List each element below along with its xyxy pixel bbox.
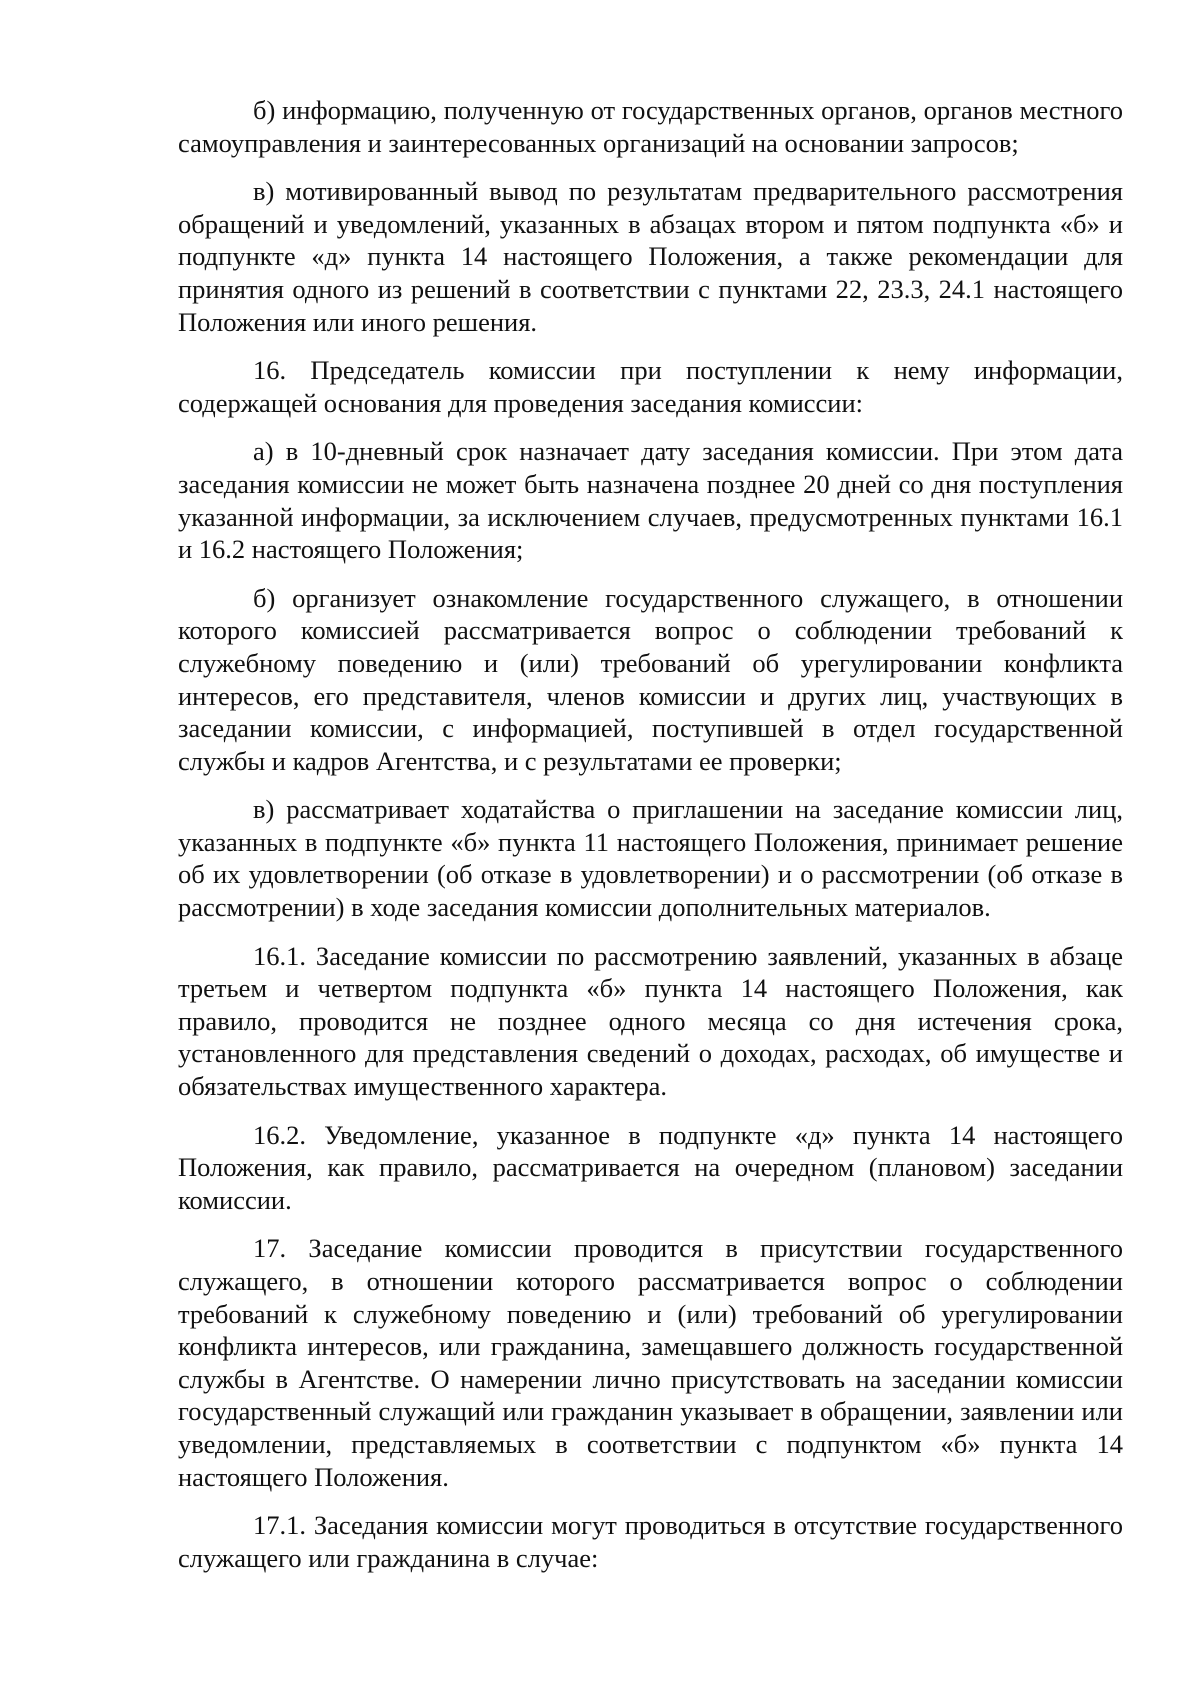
paragraph-17-meeting-presence: 17. Заседание комиссии проводится в присутствии государственного служащего, в отношении которого рассматривается вопрос о соблюдении требований к служебному поведению и (или) требований об урегулировании конфликта интересов, или гражданина, замещавшего должность государственной службы в Агентстве. О намерении лично присутствовать на заседании комиссии государственный служащий или гражданин указывает в обращении, заявлении или уведомлении, представляемых в соответствии с подпунктом «б» пункта 14 настоящего Положения. [178,1233,1123,1492]
paragraph-motivated-conclusion: в) мотивированный вывод по результатам предварительного рассмотрения обращений и уведомлений, указанных в абзацах втором и пятом подпункта «б» и подпункте «д» пункта 14 настоящего Положения, а также рекомендации для принятия одного из решений в соответствии с пунктами 22, 23.3, 24.1 настоящего Положения или иного решения. [178,176,1123,337]
paragraph-16-chairman: 16. Председатель комиссии при поступлении к нему информации, содержащей основания для проведения заседания комиссии: [178,355,1123,418]
paragraph-16-1-applications: 16.1. Заседание комиссии по рассмотрению заявлений, указанных в абзаце третьем и четвертом подпункта «б» пункта 14 настоящего Положения, как правило, проводится не позднее одного месяца со дня истечения срока, установленного для представления сведений о доходах, расходах, об имуществе и обязательствах имущественного характера. [178,940,1123,1102]
paragraph-information-from-authorities: б) информацию, полученную от государственных органов, органов местного самоуправления и заинтересованных организаций на основании запросов; [178,95,1123,158]
paragraph-16-2-notification: 16.2. Уведомление, указанное в подпункте «д» пункта 14 настоящего Положения, как правило, рассматривается на очередном (плановом) заседании комиссии. [178,1119,1123,1215]
paragraph-17-1-absence: 17.1. Заседания комиссии могут проводиться в отсутствие государственного служащего или гражданина в случае: [178,1510,1123,1573]
document-page [178,94,1123,1590]
paragraph-16b-familiarization: б) организует ознакомление государственного служащего, в отношении которого комиссией рассматривается вопрос о соблюдении требований к служебному поведению и (или) требований об урегулировании конфликта интересов, его представителя, членов комиссии и других лиц, участвующих в заседании комиссии, с информацией, поступившей в отдел государственной службы и кадров Агентства, и с результатами ее проверки; [178,582,1123,776]
paragraph-16c-petitions: в) рассматривает ходатайства о приглашении на заседание комиссии лиц, указанных в подпункте «б» пункта 11 настоящего Положения, принимает решение об их удовлетворении (об отказе в удовлетворении) и о рассмотрении (об отказе в рассмотрении) в ходе заседания комиссии дополнительных материалов. [178,794,1123,923]
paragraph-16a-meeting-date: а) в 10-дневный срок назначает дату заседания комиссии. При этом дата заседания комиссии не может быть назначена позднее 20 дней со дня поступления указанной информации, за исключением случаев, предусмотренных пунктами 16.1 и 16.2 настоящего Положения; [178,436,1123,565]
